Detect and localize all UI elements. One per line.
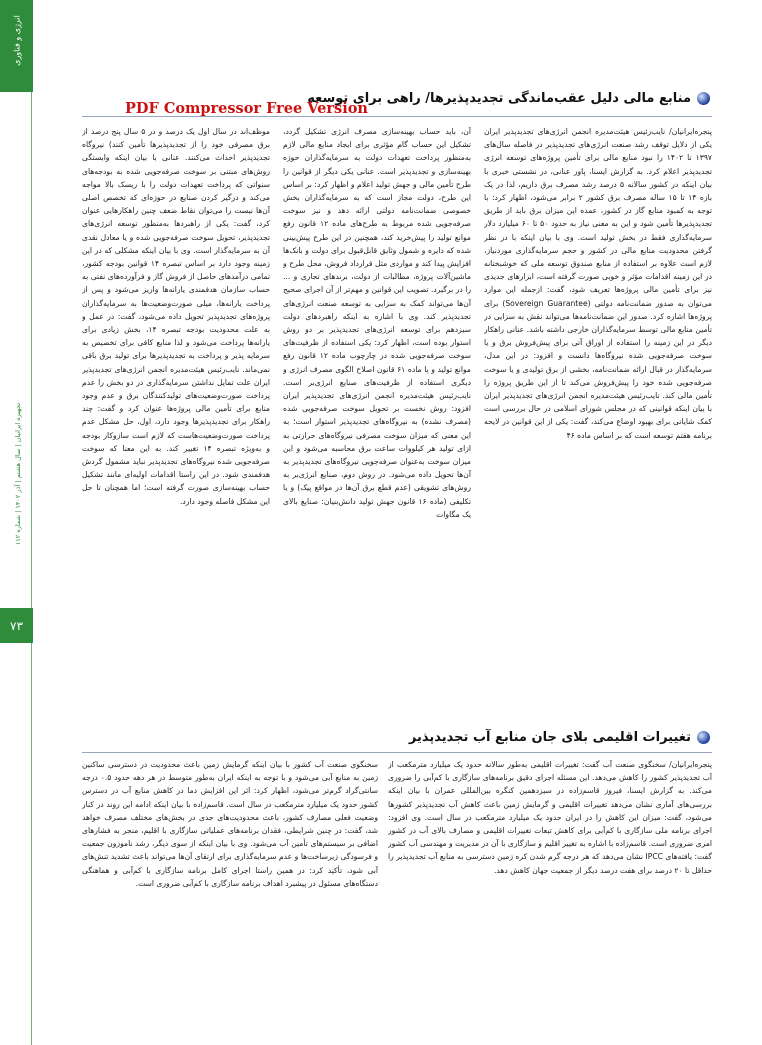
article1-col3-text: موظف‌اند در سال اول یک درصد و در ۵ سال پنج درصد از برق مصرفی خود را از تجدیدپذیرها تأمین کنند) نیروگاه تجدیدپذیر احداث می‌کنند. عنانی با بیان اینکه وابستگی روش‌های مبتنی بر سوخت صرفه‌جویی شده به بودجه‌های سنواتی که پرداخت تعهدات دولت را با ریسک بالا مواجه می‌کند و درگیر کردن صنایع در حوزه‌ای که تخصص اصلی آن‌ها نیست را می‌توان نقاط ضعف چنین راهکارهایی عنوان کرد، گفت: یکی از راهبردها به‌منظور توسعه انرژی‌های تجدیدپذیر، تحویل سوخت صرفه‌جویی شده و یا معادل نقدی آن به سرمایه‌گذار است. وی با بیان اینکه مشکلی که در این زمینه وجود دارد بر اساس تبصره ۱۴ قوانین بودجه کشور، تمامی درآمدهای حاصل از فروش گاز و فرآورده‌های نفتی به حساب سازمان هدفمندی یارانه‌ها واریز می‌شود و پس از پرداخت یارانه‌ها، میلی صورت‌وضعیت‌ها به سرمایه‌گذاران پروژه‌های تجدیدپذیر تحویل داده می‌شود، گفت: در عمل و به علت محدودیت بودجه تبصره ۱۴، بخش زیادی برای یارانه‌ها پرداخت می‌شود و لذا منابع کافی برای تخصیص به سرمایه پذیر و پرداخت به تجدیدپذیرها برای تولید برق باقی نمی‌ماند. نایب‌رئیس هیئت‌مدیره انجمن انرژی‌های تجدیدپذیر ایران علت تمایل نداشتن سرمایه‌گذاری در دو بخش را عدم پرداخت صورت‌وضعیت‌های تولیدکنندگان برق و عدم وجود منابع برای تأمین مالی پروژه‌ها عنوان کرد و گفت: چند راهکار برای تجدیدپذیرها وجود دارد، اول، حل مشکل عدم پرداخت صورت‌وضعیت‌هاست که لازم است سازوکار بودجه و به‌ویژه تبصره ۱۴ تغییر کند. به این معنا که سوخت صرفه‌جویی شده نیروگاه‌های تجدیدپذیر نباید مشمول گردش هدفمندی شود. در این راستا اقدامات اولیه‌ای مانند تشکیل حساب بهینه‌سازی صورت گرفته است؛ اما همچنان تا حل این مشکل فاصله وجود دارد.: [82, 127, 270, 506]
article2-column-1: [388, 758, 712, 972]
section-tab-label: انرژی و فناوری: [12, 15, 22, 66]
article1-col1-text: پنجره‌ایرانیان/ نایب‌رئیس هیئت‌مدیره انجمن انرژی‌های تجدیدپذیر ایران یکی از دلایل توقف رشد صنعت انرژی‌های تجدیدپذیر در فاصله سال‌های ۱۳۹۷ تا ۱۴۰۲ را نبود منابع مالی برای تأمین پروژه‌های توسعه انرژی تجدیدپذیر اعلام کرد. به گزارش ایسنا، پاور عنانی، در نشستی خبری با بیان اینکه در کشور سالانه ۵ درصد رشد مصرف برق داریم، لذا در یک بازه ۱۴ تا ۱۵ ساله مصرف برق کشور ۲ برابر می‌شود، اظهار کرد: با توجه به کمبود منابع گاز در کشور، عمده این میزان برق باید از طریق تجدیدپذیرها تأمین شود و این به معنی نیاز به حدود ۵۰ تا ۶۰ میلیارد دلار سرمایه‌گذاری فقط در بخش تولید است. وی با بیان اینکه با در نظر گرفتن محدودیت منابع مالی در کشور و حجم سرمایه‌گذاری موردنیاز، لازم است علاوه بر استفاده از منابع صندوق توسعه ملی که خوشبختانه در این زمینه اقدامات مؤثر و خوبی صورت گرفته است، ابزارهای جدیدی نیز برای تأمین مالی پروژه‌ها تعریف شود، گفت: ازجمله این موارد می‌توان به صدور ضمانت‌نامه دولتی (Sovereign Guarantee) برای پروژه‌ها اشاره کرد. صدور این ضمانت‌نامه‌ها می‌تواند نقش به سزایی در تأمین منابع مالی توسط سرمایه‌گذاران خارجی داشته باشد. عنانی راهکار دیگر در این زمینه را استفاده از اوراق آتی برای پیش‌فروش برق و یا سوخت صرفه‌جویی شده نیروگاه‌ها دانست و افزود: در این مدل، سرمایه‌گذار در قبال ارائه ضمانت‌نامه، بخشی از برق تولیدی و یا سوخت صرفه‌جویی شده خود را پیش‌فروش می‌کند تا از این طریق پروژه را تأمین مالی کند. نایب‌رئیس هیئت‌مدیره انجمن انرژی‌های تجدیدپذیر ایران با بیان اینکه قوانینی که در مجلس شورای اسلامی در حال بررسی است کمک شایانی برای بهبود اوضاع می‌کند، گفت: یکی از این قوانین در لایحه برنامه هفتم توسعه است که بر اساس ماده ۴۶: [484, 127, 712, 440]
watermark: PDF Compressor Free Version: [125, 100, 368, 117]
article1-column-2: [283, 125, 471, 720]
article2-headline: [409, 730, 710, 745]
page-number: ۷۳: [0, 608, 33, 643]
article1-title: منابع مالی دلیل عقب‌ماندگی تجدیدپذیرها/ راهی برای توسعه: [307, 91, 691, 106]
article2-column-2: [82, 758, 378, 972]
headline-bullet-icon: [697, 92, 710, 105]
article1-column-3: [82, 125, 270, 720]
article1-column-1: [484, 125, 712, 720]
article2-col1-text: پنجره‌ایرانیان/ سخنگوی صنعت آب گفت: تغییرات اقلیمی به‌طور سالانه حدود یک میلیارد مترمکعب از آب تجدیدپذیر کشور را کاهش می‌دهد. این مسئله اجرای دقیق برنامه‌های سازگاری با کم‌آبی را ضروری می‌کند. به گزارش ایسنا، فیروز قاسم‌زاده در سیزدهمین کنگره بین‌المللی عمران با بیان اینکه بررسی‌های آماری نشان می‌دهد تغییرات اقلیمی و گرمایش زمین باعث کاهش آب تجدیدپذیر کشورها می‌شود، گفت: میزان این کاهش را در ایران حدود یک میلیارد مترمکعب در سال است. وی افزود: اجرای برنامه ملی سازگاری با کم‌آبی برای کاهش تبعات تغییرات اقلیمی و مصارف بالای آب در کشور امری ضروری است. قاسم‌زاده با اشاره به تغییر اقلیم و سازگاری با آن در مدیریت و مهندسی آب کشور گفت: یافته‌های IPCC نشان می‌دهد که هر درجه گرم شدن کره زمین دسترسی به منابع آب تجدیدپذیر را حداقل تا ۲۰ درصد برای هفت درصد دیگر از جمعیت جهان کاهش دهد.: [388, 760, 712, 875]
article2-title: تغییرات اقلیمی بلای جان منابع آب تجدیدپذیر: [408, 730, 691, 745]
sidebar: [0, 0, 33, 1045]
article2-rule: [82, 752, 712, 753]
sidebar-divider: [31, 92, 32, 1045]
headline-bullet-icon: [697, 731, 710, 744]
section-tab: [0, 0, 33, 92]
article2-col2-text: سخنگوی صنعت آب کشور با بیان اینکه گرمایش زمین باعث محدودیت در دسترسی ساکنین زمین به منابع آبی می‌شود و با توجه به اینکه ایران به‌طور متوسط در هر دهه حدود ۰.۵ درجه سانتی‌گراد گرم‌تر می‌شود، اظهار کرد: اثر این افزایش دما در کاهش منابع آب در دسترس کشور حدود یک میلیارد مترمکعب در سال است. قاسم‌زاده با بیان اینکه ادامه این روند در کنار وضعیت فعلی مصارف کشور، باعث محدودیت‌های جدی در بخش‌های مختلف مصرف خواهد شد، گفت: در چنین شرایطی، فقدان برنامه‌های عملیاتی سازگاری با اقلیم، منجر به فشارهای اضافی بر سیستم‌های تأمین آب می‌شود. وی با بیان اینکه از سوی دیگر، رشد ناموزون جمعیت و فرسودگی زیرساخت‌ها و عدم سرمایه‌گذاری برای ارتقای آن‌ها می‌تواند باعث تشدید تنش‌های آبی شود، تأکید کرد: در همین راستا اجرای کامل برنامه سازگاری با کم‌آبی و هماهنگی دستگاه‌های مسئول در پیشبرد اهداف برنامه سازگاری با کم‌آبی ضروری است.: [82, 760, 378, 888]
article1-col2-text: آن، باید حساب بهینه‌سازی مصرف انرژی تشکیل گردد، تشکیل این حساب گام مؤثری برای ایجاد منابع مالی لازم به‌منظور پرداخت تعهدات دولت به سرمایه‌گذاران حوزه بهینه‌سازی و تجدیدپذیر است. عنانی یکی دیگر از قوانین را طرح تأمین مالی و جهش تولید اعلام و اظهار کرد: بر اساس این طرح، دولت مجاز است که به سرمایه‌گذاران بخش خصوصی ضمانت‌نامه دولتی ارائه دهد و نیز سوخت صرفه‌جویی شده مربوط به طرح‌های ماده ۱۲ قانون رفع موانع تولید را پیش‌خرید کند، همچنین در این طرح پیش‌بینی شده که دایره و شمول وثایق قابل‌قبول برای دولت و بانک‌ها افزایش پیدا کند و مواردی مثل قرارداد فروش، محل طرح و ماشین‌آلات پروژه، مطالبات از دولت، برندهای تجاری و ... را در برگیرد. تصویب این قوانین و مهم‌تر از آن اجرای صحیح آن‌ها می‌تواند کمک به سزایی به توسعه صنعت انرژی‌های تجدیدپذیر کند. وی با اشاره به اینکه راهبردهای دولت سیزدهم برای توسعه انرژی‌های تجدیدپذیر بر دو روش استوار بوده است، اظهار کرد: یکی استفاده از ظرفیت‌های سوخت صرفه‌جویی شده در چارچوب ماده ۱۲ قانون رفع موانع تولید و یا ماده ۶۱ قانون اصلاح الگوی مصرف انرژی و دیگری استفاده از ظرفیت‌های صنایع انرژی‌بر است. نایب‌رئیس هیئت‌مدیره انجمن انرژی‌های تجدیدپذیر ایران افزود: روش نخست بر تحویل سوخت صرفه‌جویی شده (مصرف نشده) به نیروگاه‌های تجدیدپذیر استوار است؛ به این معنی که میزان سوخت مصرفی نیروگاه‌های حرارتی به ازای تولید هر کیلووات ساعت برق محاسبه می‌شود و این میزان سوخت به‌عنوان صرفه‌جویی نیروگاه‌های تجدیدپذیر به آن‌ها تحویل داده می‌شود. در روش دوم، صنایع انرژی‌بر به روش‌های تشویقی (عدم قطع برق آن‌ها در مواقع پیک) و یا تکلیفی (ماده ۱۶ قانون جهش تولید دانش‌بنیان: صنایع بالای یک مگاوات: [283, 127, 471, 519]
magazine-info: تجهیزه ایرانیان | سال هشتم | آذر ۱۴۰۲ | شماره ۱۱۲: [14, 402, 22, 546]
